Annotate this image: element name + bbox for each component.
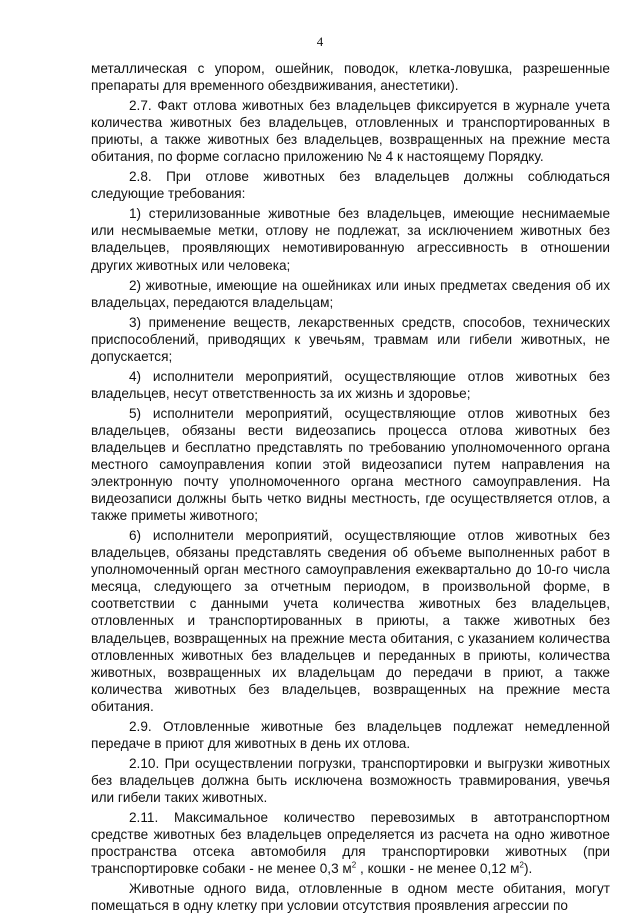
paragraph-2-11-text-a: 2.11. Максимальное количество перевозимых в автотранспортном средстве животных без владельцев определяется из расчета на одно животное пространства отсека автомобиля для транспортировки животных (при транспортировке собаки - не менее 0,3 м xyxy=(91,809,610,877)
paragraph-2-7: 2.7. Факт отлова животных без владельцев фиксируется в журнале учета количества животных без владельцев, отловленных и транспортированных в приюты, а также животных без владельцев, возвращенных на прежние места обитания, по форме согласно приложению № 4 к настоящему Порядку. xyxy=(91,98,610,165)
paragraph-2-9: 2.9. Отловленные животные без владельцев подлежат немедленной передаче в приют для животных в день их отлова. xyxy=(91,718,610,751)
list-item-1: 1) стерилизованные животные без владельцев, имеющие неснимаемые или несмываемые метки, отлову не подлежат, за исключением животных без владельцев, проявляющих немотивированную агрессивность в отношении других животных или человека; xyxy=(91,206,610,273)
list-item-6: 6) исполнители мероприятий, осуществляющие отлов животных без владельцев, обязаны представлять сведения об объеме выполненных работ в уполномоченный орган местного самоуправления ежеквартально до 10-го числа месяца, следующего за отчетным периодом, в произвольной форме, в соответствии с данными учета количества животных без владельцев, отловленных и транспортированных в приюты, а также животных без владельцев, возвращенных на прежние места обитания, с указанием количества отловленных животных без владельцев и переданных в приюты, количества животных, возвращенных их владельцам до передачи в приют, а также количества животных без владельцев, возвращенных на прежние места обитания. xyxy=(91,528,610,714)
list-item-3: 3) применение веществ, лекарственных средств, способов, технических приспособлений, приводящих к увечьям, травмам или гибели животных, не допускается; xyxy=(91,314,610,364)
paragraph-continuation: металлическая с упором, ошейник, поводок, клетка-ловушка, разрешенные препараты для временного обездвиживания, анестетики). xyxy=(91,61,610,94)
paragraph-2-11-text-c: ). xyxy=(523,861,533,877)
document-body xyxy=(91,60,610,917)
page-number: 4 xyxy=(316,34,324,49)
list-item-4: 4) исполнители мероприятий, осуществляющие отлов животных без владельцев, несут ответственность за их жизнь и здоровье; xyxy=(91,368,610,401)
paragraph-animals-same-species: Животные одного вида, отловленные в одном месте обитания, могут помещаться в одну клетку при условии отсутствия проявления агрессии по xyxy=(91,881,610,914)
paragraph-2-8: 2.8. При отлове животных без владельцев должны соблюдаться следующие требования: xyxy=(91,169,610,202)
paragraph-2-11-text-b: , кошки - не менее 0,12 м xyxy=(356,861,520,877)
superscript-squared-2: 2 xyxy=(519,860,524,870)
list-item-5: 5) исполнители мероприятий, осуществляющие отлов животных без владельцев, обязаны вести видеозапись процесса отлова животных без владельцев и бесплатно представлять по требованию уполномоченного органа местного самоуправления копии этой видеозаписи путем направления на электронную почту уполномоченного органа местного самоуправления. На видеозаписи должны быть четко видны местность, где осуществляется отлов, а также приметы животного; xyxy=(91,405,610,524)
list-item-2: 2) животные, имеющие на ошейниках или иных предметах сведения об их владельцах, передаются владельцам; xyxy=(91,277,610,310)
superscript-squared-1: 2 xyxy=(351,860,357,870)
paragraph-2-11 xyxy=(91,809,610,877)
paragraph-2-10: 2.10. При осуществлении погрузки, транспортировки и выгрузки животных без владельцев должна быть исключена возможность травмирования, увечья или гибели таких животных. xyxy=(91,755,610,805)
